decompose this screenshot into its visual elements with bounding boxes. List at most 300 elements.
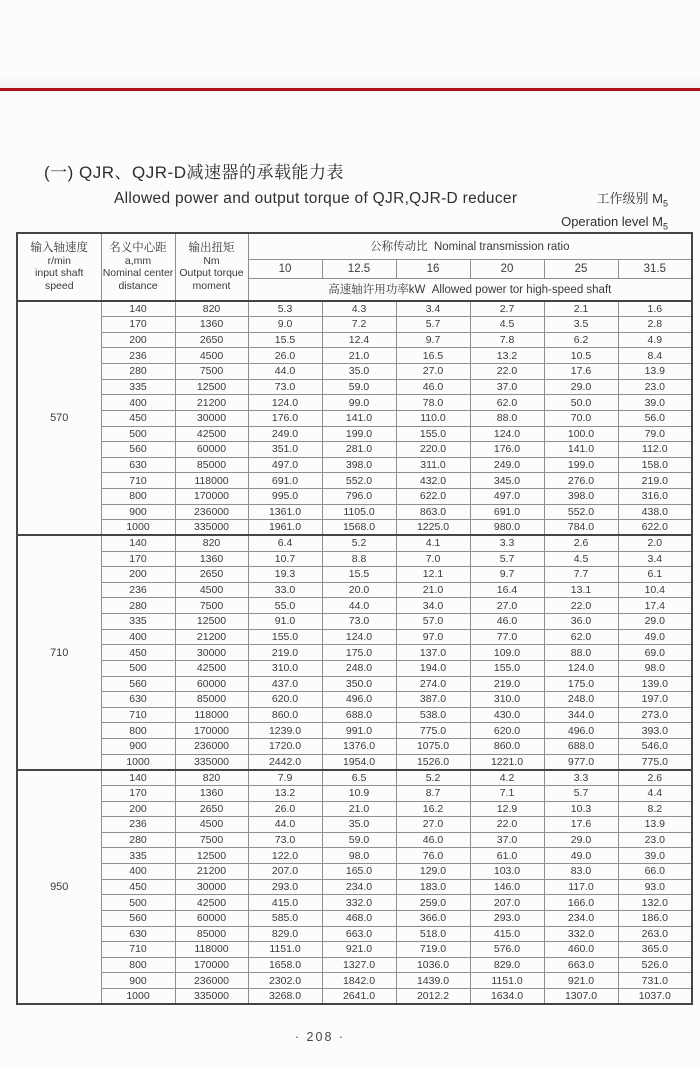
center-distance-cell: 1000 xyxy=(101,989,175,1005)
center-distance-cell: 236 xyxy=(101,582,175,598)
power-cell: 460.0 xyxy=(544,942,618,958)
power-cell: 274.0 xyxy=(396,676,470,692)
top-red-rule xyxy=(0,88,700,91)
power-cell: 13.2 xyxy=(470,348,544,364)
power-cell: 6.5 xyxy=(322,770,396,786)
center-distance-cell: 400 xyxy=(101,629,175,645)
power-cell: 775.0 xyxy=(396,723,470,739)
power-cell: 112.0 xyxy=(618,442,692,458)
torque-cell: 21200 xyxy=(175,395,248,411)
center-distance-cell: 280 xyxy=(101,364,175,380)
power-cell: 27.0 xyxy=(396,817,470,833)
power-cell: 991.0 xyxy=(322,723,396,739)
table-row xyxy=(17,317,692,333)
center-distance-cell: 710 xyxy=(101,473,175,489)
torque-cell: 7500 xyxy=(175,598,248,614)
power-cell: 415.0 xyxy=(248,895,322,911)
center-distance-cell: 630 xyxy=(101,457,175,473)
power-cell: 158.0 xyxy=(618,457,692,473)
power-cell: 2.7 xyxy=(470,301,544,317)
torque-cell: 1360 xyxy=(175,317,248,333)
torque-cell: 236000 xyxy=(175,973,248,989)
power-cell: 13.2 xyxy=(248,785,322,801)
power-cell: 7.7 xyxy=(544,567,618,583)
power-cell: 91.0 xyxy=(248,614,322,630)
power-cell: 437.0 xyxy=(248,676,322,692)
center-distance-cell: 1000 xyxy=(101,754,175,770)
power-cell: 1151.0 xyxy=(470,973,544,989)
power-cell: 132.0 xyxy=(618,895,692,911)
power-cell: 3.4 xyxy=(618,551,692,567)
table-row xyxy=(17,551,692,567)
table-row xyxy=(17,832,692,848)
power-cell: 620.0 xyxy=(470,723,544,739)
power-cell: 248.0 xyxy=(544,692,618,708)
power-cell: 2012.2 xyxy=(396,989,470,1005)
center-distance-cell: 560 xyxy=(101,442,175,458)
power-cell: 468.0 xyxy=(322,910,396,926)
power-cell: 26.0 xyxy=(248,348,322,364)
power-cell: 27.0 xyxy=(396,364,470,380)
center-distance-cell: 500 xyxy=(101,660,175,676)
power-cell: 88.0 xyxy=(544,645,618,661)
power-cell: 57.0 xyxy=(396,614,470,630)
power-cell: 97.0 xyxy=(396,629,470,645)
table-row xyxy=(17,676,692,692)
power-cell: 16.5 xyxy=(396,348,470,364)
table-row xyxy=(17,973,692,989)
power-cell: 16.2 xyxy=(396,801,470,817)
center-distance-cell: 335 xyxy=(101,379,175,395)
power-cell: 977.0 xyxy=(544,754,618,770)
power-cell: 139.0 xyxy=(618,676,692,692)
power-cell: 576.0 xyxy=(470,942,544,958)
power-cell: 117.0 xyxy=(544,879,618,895)
power-cell: 234.0 xyxy=(322,879,396,895)
header-output-torque-cn: 输出扭矩 xyxy=(188,242,235,254)
input-speed-value: 570 xyxy=(17,301,101,535)
power-cell: 13.9 xyxy=(618,364,692,380)
torque-cell: 1360 xyxy=(175,551,248,567)
power-cell: 2302.0 xyxy=(248,973,322,989)
table-row xyxy=(17,598,692,614)
power-cell: 1327.0 xyxy=(322,957,396,973)
center-distance-cell: 170 xyxy=(101,317,175,333)
power-cell: 219.0 xyxy=(618,473,692,489)
table-row xyxy=(17,348,692,364)
power-cell: 365.0 xyxy=(618,942,692,958)
table-row xyxy=(17,957,692,973)
torque-cell: 7500 xyxy=(175,364,248,380)
power-cell: 4.2 xyxy=(470,770,544,786)
torque-cell: 42500 xyxy=(175,660,248,676)
center-distance-cell: 200 xyxy=(101,801,175,817)
ratio-value: 16 xyxy=(396,259,470,278)
power-cell: 311.0 xyxy=(396,457,470,473)
power-cell: 166.0 xyxy=(544,895,618,911)
power-cell: 110.0 xyxy=(396,410,470,426)
power-cell: 66.0 xyxy=(618,864,692,880)
power-cell: 9.0 xyxy=(248,317,322,333)
power-cell: 98.0 xyxy=(322,848,396,864)
power-cell: 7.8 xyxy=(470,332,544,348)
power-cell: 4.1 xyxy=(396,535,470,551)
table-row xyxy=(17,457,692,473)
power-cell: 622.0 xyxy=(396,489,470,505)
power-cell: 3.5 xyxy=(544,317,618,333)
power-cell: 26.0 xyxy=(248,801,322,817)
power-cell: 4.5 xyxy=(470,317,544,333)
power-cell: 73.0 xyxy=(248,379,322,395)
power-cell: 497.0 xyxy=(248,457,322,473)
power-cell: 2.1 xyxy=(544,301,618,317)
power-cell: 175.0 xyxy=(544,676,618,692)
torque-cell: 12500 xyxy=(175,614,248,630)
power-cell: 1075.0 xyxy=(396,739,470,755)
torque-cell: 60000 xyxy=(175,910,248,926)
torque-cell: 118000 xyxy=(175,942,248,958)
power-cell: 93.0 xyxy=(618,879,692,895)
work-level-cn-subscript: 5 xyxy=(662,198,668,209)
work-level-en-subscript: 5 xyxy=(662,221,668,232)
power-cell: 22.0 xyxy=(470,817,544,833)
power-cell: 146.0 xyxy=(470,879,544,895)
power-cell: 775.0 xyxy=(618,754,692,770)
table-row xyxy=(17,989,692,1005)
power-cell: 219.0 xyxy=(470,676,544,692)
power-cell: 387.0 xyxy=(396,692,470,708)
power-cell: 1954.0 xyxy=(322,754,396,770)
power-cell: 5.3 xyxy=(248,301,322,317)
power-cell: 1239.0 xyxy=(248,723,322,739)
header-output-torque-unit: Nm xyxy=(203,254,220,267)
power-cell: 276.0 xyxy=(544,473,618,489)
torque-cell: 42500 xyxy=(175,426,248,442)
header-input-speed-en1: input shaft xyxy=(35,267,84,279)
power-cell: 921.0 xyxy=(322,942,396,958)
power-cell: 293.0 xyxy=(470,910,544,926)
power-cell: 249.0 xyxy=(470,457,544,473)
center-distance-cell: 200 xyxy=(101,567,175,583)
power-cell: 49.0 xyxy=(618,629,692,645)
power-cell: 552.0 xyxy=(322,473,396,489)
power-cell: 141.0 xyxy=(544,442,618,458)
torque-cell: 85000 xyxy=(175,926,248,942)
center-distance-cell: 900 xyxy=(101,739,175,755)
power-cell: 4.3 xyxy=(322,301,396,317)
power-cell: 12.1 xyxy=(396,567,470,583)
torque-cell: 85000 xyxy=(175,692,248,708)
power-cell: 8.2 xyxy=(618,801,692,817)
table-row xyxy=(17,364,692,380)
table-row xyxy=(17,629,692,645)
torque-cell: 335000 xyxy=(175,754,248,770)
power-cell: 220.0 xyxy=(396,442,470,458)
torque-cell: 236000 xyxy=(175,504,248,520)
power-cell: 122.0 xyxy=(248,848,322,864)
ratio-value: 31.5 xyxy=(618,259,692,278)
header-center-distance-unit: a,mm xyxy=(124,254,152,267)
table-row xyxy=(17,801,692,817)
power-cell: 2442.0 xyxy=(248,754,322,770)
power-cell: 124.0 xyxy=(470,426,544,442)
power-cell: 124.0 xyxy=(322,629,396,645)
power-cell: 8.7 xyxy=(396,785,470,801)
table-row xyxy=(17,692,692,708)
torque-cell: 118000 xyxy=(175,707,248,723)
power-cell: 538.0 xyxy=(396,707,470,723)
power-cell: 259.0 xyxy=(396,895,470,911)
power-cell: 345.0 xyxy=(470,473,544,489)
torque-cell: 4500 xyxy=(175,817,248,833)
power-cell: 199.0 xyxy=(544,457,618,473)
power-cell: 37.0 xyxy=(470,832,544,848)
power-cell: 194.0 xyxy=(396,660,470,676)
power-cell: 6.1 xyxy=(618,567,692,583)
header-output-torque-en2: moment xyxy=(192,279,231,292)
power-cell: 207.0 xyxy=(248,864,322,880)
center-distance-cell: 170 xyxy=(101,785,175,801)
power-cell: 234.0 xyxy=(544,910,618,926)
power-cell: 10.5 xyxy=(544,348,618,364)
table-row xyxy=(17,614,692,630)
power-cell: 23.0 xyxy=(618,832,692,848)
header-input-speed-cn: 输入轴速度 xyxy=(30,242,88,254)
power-cell: 691.0 xyxy=(470,504,544,520)
torque-cell: 2650 xyxy=(175,567,248,583)
power-cell: 29.0 xyxy=(544,832,618,848)
power-cell: 20.0 xyxy=(322,582,396,598)
power-cell: 62.0 xyxy=(544,629,618,645)
center-distance-cell: 140 xyxy=(101,535,175,551)
power-cell: 39.0 xyxy=(618,395,692,411)
torque-cell: 42500 xyxy=(175,895,248,911)
power-cell: 860.0 xyxy=(470,739,544,755)
torque-cell: 30000 xyxy=(175,645,248,661)
work-level-cn xyxy=(561,190,668,213)
power-cell: 860.0 xyxy=(248,707,322,723)
power-cell: 526.0 xyxy=(618,957,692,973)
power-cell: 55.0 xyxy=(248,598,322,614)
power-cell: 273.0 xyxy=(618,707,692,723)
work-level-en-text: Operation level M xyxy=(561,213,663,229)
ratio-value: 25 xyxy=(544,259,618,278)
power-cell: 398.0 xyxy=(322,457,396,473)
power-cell: 1225.0 xyxy=(396,520,470,536)
power-cell: 10.9 xyxy=(322,785,396,801)
center-distance-cell: 560 xyxy=(101,676,175,692)
power-cell: 35.0 xyxy=(322,817,396,833)
power-cell: 663.0 xyxy=(322,926,396,942)
torque-cell: 21200 xyxy=(175,629,248,645)
power-cell: 199.0 xyxy=(322,426,396,442)
power-cell: 9.7 xyxy=(396,332,470,348)
power-cell: 1526.0 xyxy=(396,754,470,770)
power-cell: 1720.0 xyxy=(248,739,322,755)
page-title-cn: (一) QJR、QJR-D减速器的承载能力表 xyxy=(44,163,344,182)
power-cell: 1634.0 xyxy=(470,989,544,1005)
power-cell: 7.9 xyxy=(248,770,322,786)
power-cell: 83.0 xyxy=(544,864,618,880)
table-row xyxy=(17,582,692,598)
power-cell: 552.0 xyxy=(544,504,618,520)
torque-cell: 4500 xyxy=(175,348,248,364)
power-cell: 4.9 xyxy=(618,332,692,348)
power-cell: 79.0 xyxy=(618,426,692,442)
power-cell: 17.6 xyxy=(544,364,618,380)
center-distance-cell: 710 xyxy=(101,707,175,723)
power-cell: 995.0 xyxy=(248,489,322,505)
power-cell: 22.0 xyxy=(470,364,544,380)
table-row xyxy=(17,645,692,661)
power-cell: 719.0 xyxy=(396,942,470,958)
torque-cell: 30000 xyxy=(175,879,248,895)
torque-cell: 2650 xyxy=(175,332,248,348)
table-row xyxy=(17,707,692,723)
power-cell: 415.0 xyxy=(470,926,544,942)
power-cell: 23.0 xyxy=(618,379,692,395)
power-cell: 16.4 xyxy=(470,582,544,598)
header-power-title: 高速轴许用功率kW Allowed power tor high-speed shaft xyxy=(248,278,692,301)
power-cell: 33.0 xyxy=(248,582,322,598)
torque-cell: 820 xyxy=(175,301,248,317)
power-cell: 35.0 xyxy=(322,364,396,380)
header-center-distance-en2: distance xyxy=(118,279,158,292)
power-cell: 59.0 xyxy=(322,832,396,848)
power-cell: 21.0 xyxy=(396,582,470,598)
power-cell: 7.1 xyxy=(470,785,544,801)
power-cell: 39.0 xyxy=(618,848,692,864)
power-cell: 59.0 xyxy=(322,379,396,395)
work-level-cn-text: 工作级别 M xyxy=(596,191,663,206)
center-distance-cell: 236 xyxy=(101,817,175,833)
center-distance-cell: 900 xyxy=(101,504,175,520)
power-cell: 155.0 xyxy=(248,629,322,645)
table-row xyxy=(17,723,692,739)
table-row xyxy=(17,442,692,458)
table-row xyxy=(17,879,692,895)
power-cell: 398.0 xyxy=(544,489,618,505)
center-distance-cell: 1000 xyxy=(101,520,175,536)
power-cell: 2.0 xyxy=(618,535,692,551)
power-cell: 77.0 xyxy=(470,629,544,645)
power-cell: 124.0 xyxy=(248,395,322,411)
torque-cell: 1360 xyxy=(175,785,248,801)
power-cell: 76.0 xyxy=(396,848,470,864)
power-cell: 350.0 xyxy=(322,676,396,692)
power-cell: 1.6 xyxy=(618,301,692,317)
header-center-distance xyxy=(101,233,175,301)
torque-cell: 236000 xyxy=(175,739,248,755)
power-cell: 688.0 xyxy=(544,739,618,755)
torque-cell: 30000 xyxy=(175,410,248,426)
center-distance-cell: 280 xyxy=(101,832,175,848)
table-row xyxy=(17,817,692,833)
input-speed-value: 950 xyxy=(17,770,101,1004)
center-distance-cell: 280 xyxy=(101,598,175,614)
power-cell: 2.8 xyxy=(618,317,692,333)
power-cell: 496.0 xyxy=(544,723,618,739)
power-cell: 622.0 xyxy=(618,520,692,536)
center-distance-cell: 450 xyxy=(101,879,175,895)
power-cell: 219.0 xyxy=(248,645,322,661)
table-row xyxy=(17,910,692,926)
table-row xyxy=(17,520,692,536)
torque-cell: 118000 xyxy=(175,473,248,489)
power-cell: 36.0 xyxy=(544,614,618,630)
table-row xyxy=(17,473,692,489)
center-distance-cell: 500 xyxy=(101,426,175,442)
torque-cell: 2650 xyxy=(175,801,248,817)
power-cell: 332.0 xyxy=(544,926,618,942)
page-number: · 208 · xyxy=(294,1030,346,1044)
power-cell: 2641.0 xyxy=(322,989,396,1005)
center-distance-cell: 800 xyxy=(101,489,175,505)
power-cell: 310.0 xyxy=(248,660,322,676)
power-cell: 7.2 xyxy=(322,317,396,333)
torque-cell: 21200 xyxy=(175,864,248,880)
power-cell: 44.0 xyxy=(248,364,322,380)
power-cell: 73.0 xyxy=(322,614,396,630)
power-cell: 176.0 xyxy=(470,442,544,458)
power-cell: 3268.0 xyxy=(248,989,322,1005)
power-cell: 496.0 xyxy=(322,692,396,708)
table-row xyxy=(17,864,692,880)
power-cell: 46.0 xyxy=(396,832,470,848)
table-row xyxy=(17,535,692,551)
power-cell: 141.0 xyxy=(322,410,396,426)
power-cell: 8.8 xyxy=(322,551,396,567)
power-cell: 44.0 xyxy=(248,817,322,833)
power-cell: 829.0 xyxy=(470,957,544,973)
power-cell: 88.0 xyxy=(470,410,544,426)
center-distance-cell: 500 xyxy=(101,895,175,911)
center-distance-cell: 450 xyxy=(101,410,175,426)
power-cell: 5.7 xyxy=(544,785,618,801)
table-row xyxy=(17,332,692,348)
power-cell: 155.0 xyxy=(470,660,544,676)
power-cell: 15.5 xyxy=(248,332,322,348)
power-cell: 1842.0 xyxy=(322,973,396,989)
table-row xyxy=(17,504,692,520)
torque-cell: 820 xyxy=(175,535,248,551)
power-cell: 430.0 xyxy=(470,707,544,723)
power-cell: 29.0 xyxy=(618,614,692,630)
table-row xyxy=(17,301,692,317)
center-distance-cell: 560 xyxy=(101,910,175,926)
power-cell: 13.9 xyxy=(618,817,692,833)
center-distance-cell: 140 xyxy=(101,770,175,786)
center-distance-cell: 335 xyxy=(101,848,175,864)
power-cell: 1221.0 xyxy=(470,754,544,770)
power-cell: 6.2 xyxy=(544,332,618,348)
center-distance-cell: 900 xyxy=(101,973,175,989)
power-cell: 663.0 xyxy=(544,957,618,973)
power-cell: 98.0 xyxy=(618,660,692,676)
power-cell: 293.0 xyxy=(248,879,322,895)
table-row xyxy=(17,395,692,411)
header-ratio-title: 公称传动比 Nominal transmission ratio xyxy=(248,233,692,259)
power-cell: 21.0 xyxy=(322,348,396,364)
power-cell: 99.0 xyxy=(322,395,396,411)
power-cell: 248.0 xyxy=(322,660,396,676)
power-cell: 15.5 xyxy=(322,567,396,583)
power-cell: 103.0 xyxy=(470,864,544,880)
power-cell: 183.0 xyxy=(396,879,470,895)
header-output-torque-en1: Output torque xyxy=(179,267,244,279)
power-cell: 1568.0 xyxy=(322,520,396,536)
power-cell: 497.0 xyxy=(470,489,544,505)
